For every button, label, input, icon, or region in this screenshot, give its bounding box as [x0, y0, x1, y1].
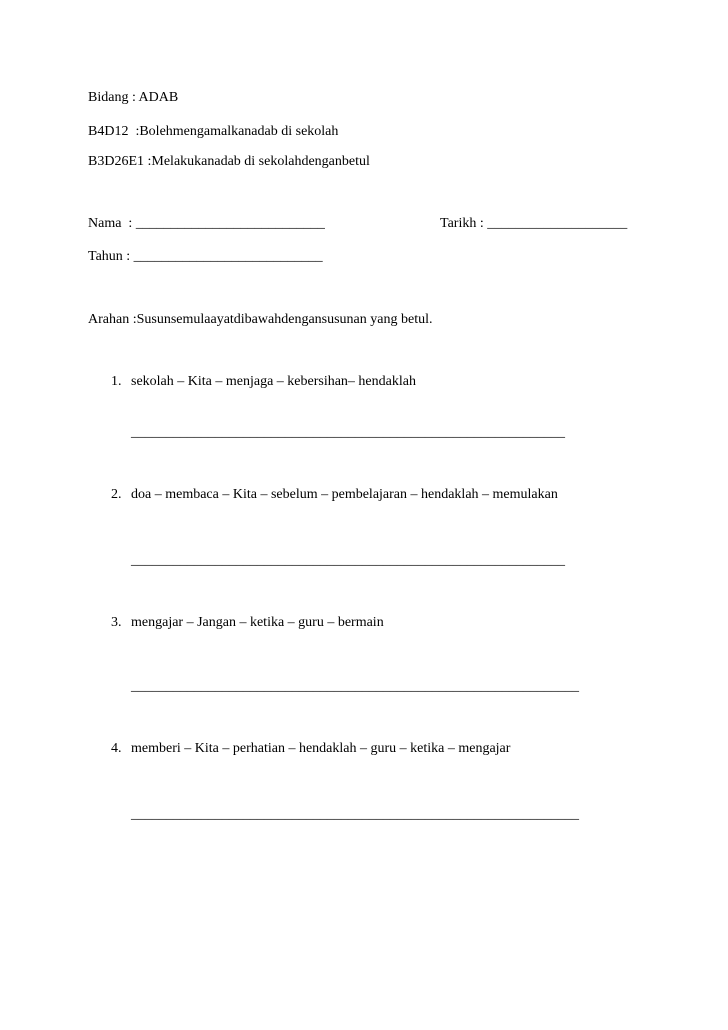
question-number: 1.	[111, 374, 122, 389]
question-text: sekolah – Kita – menjaga – kebersihan– hendaklah	[131, 374, 416, 389]
name-field: Nama : ___________________________	[88, 216, 325, 231]
subject-line: Bidang : ADAB	[88, 90, 179, 105]
question-number: 4.	[111, 741, 122, 756]
answer-line: ________________________________________________________________	[131, 679, 579, 694]
answer-line: ________________________________________________________________	[131, 807, 579, 822]
answer-line: ______________________________________________________________	[131, 425, 565, 440]
question-number: 3.	[111, 615, 122, 630]
question-text: doa – membaca – Kita – sebelum – pembelajaran – hendaklah – memulakan	[131, 487, 558, 502]
instruction-text: Arahan :Susunsemulaayatdibawahdengansusunan yang betul.	[88, 312, 433, 327]
date-field: Tarikh : ____________________	[440, 216, 628, 231]
answer-line: ______________________________________________________________	[131, 553, 565, 568]
question-text: memberi – Kita – perhatian – hendaklah – guru – ketika – mengajar	[131, 741, 511, 756]
standard-line: B4D12 :Bolehmengamalkanadab di sekolah	[88, 124, 339, 139]
year-field: Tahun : ___________________________	[88, 249, 323, 264]
objective-line: B3D26E1 :Melakukanadab di sekolahdenganbetul	[88, 154, 370, 169]
question-text: mengajar – Jangan – ketika – guru – bermain	[131, 615, 384, 630]
question-number: 2.	[111, 487, 122, 502]
